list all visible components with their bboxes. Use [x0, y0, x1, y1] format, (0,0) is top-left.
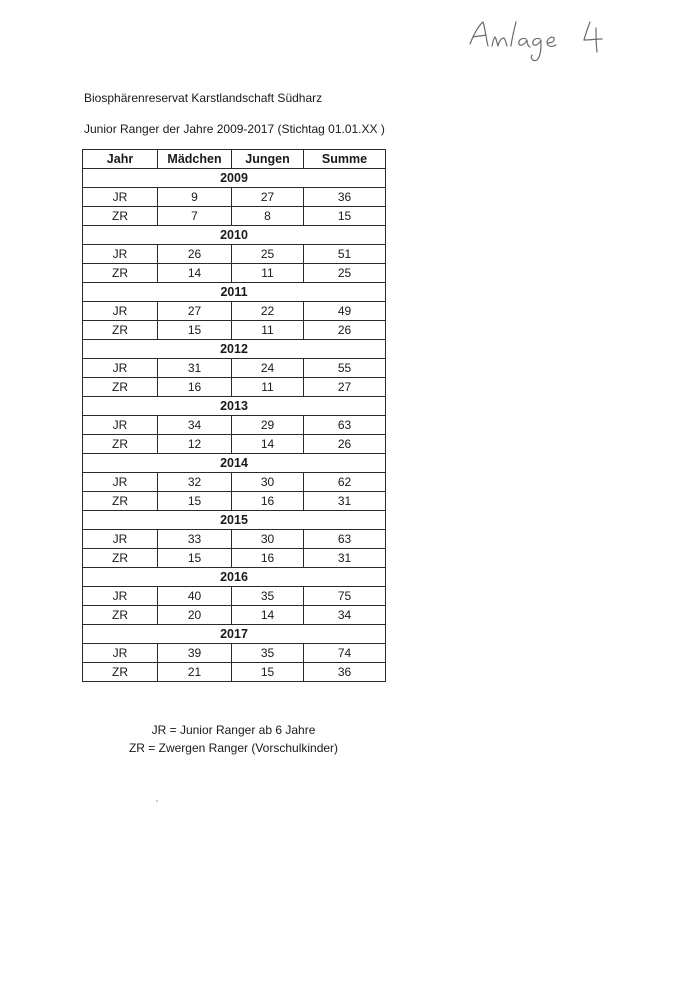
column-header-maedchen: Mädchen	[158, 150, 232, 169]
cell-sum: 36	[304, 663, 386, 682]
table-row	[83, 606, 386, 625]
cell-type: JR	[83, 245, 158, 264]
cell-boys: 16	[232, 549, 304, 568]
table-row	[83, 378, 386, 397]
cell-boys: 11	[232, 321, 304, 340]
cell-boys: 8	[232, 207, 304, 226]
cell-girls: 39	[158, 644, 232, 663]
cell-type: JR	[83, 302, 158, 321]
cell-boys: 15	[232, 663, 304, 682]
table-row	[83, 435, 386, 454]
cell-sum: 15	[304, 207, 386, 226]
table-row	[83, 321, 386, 340]
table-row	[83, 264, 386, 283]
cell-boys: 30	[232, 473, 304, 492]
year-header-row	[83, 169, 386, 188]
cell-boys: 14	[232, 606, 304, 625]
year-header-row	[83, 511, 386, 530]
ranger-statistics-table	[82, 149, 386, 682]
cell-sum: 74	[304, 644, 386, 663]
year-header-row	[83, 625, 386, 644]
cell-sum: 27	[304, 378, 386, 397]
cell-sum: 25	[304, 264, 386, 283]
handwritten-annotation	[466, 10, 636, 70]
table-row	[83, 416, 386, 435]
year-header-row	[83, 340, 386, 359]
cell-type: ZR	[83, 606, 158, 625]
cell-type: JR	[83, 416, 158, 435]
cell-girls: 12	[158, 435, 232, 454]
cell-girls: 26	[158, 245, 232, 264]
legend-zr: ZR = Zwergen Ranger (Vorschulkinder)	[128, 741, 339, 755]
cell-boys: 11	[232, 264, 304, 283]
cell-boys: 11	[232, 378, 304, 397]
cell-girls: 27	[158, 302, 232, 321]
cell-type: ZR	[83, 207, 158, 226]
cell-type: JR	[83, 473, 158, 492]
year-header-row	[83, 568, 386, 587]
cell-sum: 62	[304, 473, 386, 492]
cell-girls: 9	[158, 188, 232, 207]
legend-jr: JR = Junior Ranger ab 6 Jahre	[151, 723, 316, 737]
cell-sum: 63	[304, 530, 386, 549]
table-row	[83, 473, 386, 492]
cell-sum: 34	[304, 606, 386, 625]
cell-boys: 35	[232, 644, 304, 663]
table-row	[83, 644, 386, 663]
table-row	[83, 359, 386, 378]
cell-girls: 21	[158, 663, 232, 682]
cell-girls: 15	[158, 549, 232, 568]
table-row	[83, 207, 386, 226]
year-header-row	[83, 454, 386, 473]
year-label: 2017	[83, 625, 386, 644]
cell-type: JR	[83, 359, 158, 378]
cell-sum: 49	[304, 302, 386, 321]
cell-girls: 40	[158, 587, 232, 606]
column-header-jungen: Jungen	[232, 150, 304, 169]
year-label: 2009	[83, 169, 386, 188]
cell-girls: 31	[158, 359, 232, 378]
table-body	[83, 169, 386, 682]
ranger-statistics-table-container	[82, 149, 385, 682]
scan-speck	[156, 800, 158, 802]
year-label: 2015	[83, 511, 386, 530]
column-header-jahr: Jahr	[83, 150, 158, 169]
cell-boys: 14	[232, 435, 304, 454]
year-header-row	[83, 283, 386, 302]
cell-girls: 32	[158, 473, 232, 492]
cell-type: JR	[83, 530, 158, 549]
cell-boys: 29	[232, 416, 304, 435]
document-title: Junior Ranger der Jahre 2009-2017 (Stichtag 01.01.XX )	[84, 122, 385, 136]
cell-sum: 31	[304, 492, 386, 511]
column-header-summe: Summe	[304, 150, 386, 169]
cell-type: ZR	[83, 378, 158, 397]
cell-sum: 75	[304, 587, 386, 606]
cell-sum: 55	[304, 359, 386, 378]
cell-sum: 63	[304, 416, 386, 435]
cell-type: JR	[83, 644, 158, 663]
cell-girls: 15	[158, 321, 232, 340]
cell-girls: 34	[158, 416, 232, 435]
year-label: 2012	[83, 340, 386, 359]
organization-name: Biosphärenreservat Karstlandschaft Südharz	[84, 91, 323, 105]
year-label: 2013	[83, 397, 386, 416]
table-row	[83, 188, 386, 207]
year-label: 2011	[83, 283, 386, 302]
cell-girls: 15	[158, 492, 232, 511]
cell-boys: 24	[232, 359, 304, 378]
cell-type: ZR	[83, 549, 158, 568]
year-header-row	[83, 397, 386, 416]
year-label: 2010	[83, 226, 386, 245]
cell-boys: 16	[232, 492, 304, 511]
cell-type: ZR	[83, 321, 158, 340]
cell-girls: 14	[158, 264, 232, 283]
table-row	[83, 302, 386, 321]
table-row	[83, 530, 386, 549]
table-row	[83, 663, 386, 682]
cell-type: JR	[83, 587, 158, 606]
cell-type: JR	[83, 188, 158, 207]
cell-sum: 31	[304, 549, 386, 568]
cell-sum: 26	[304, 321, 386, 340]
cell-type: ZR	[83, 435, 158, 454]
cell-girls: 16	[158, 378, 232, 397]
cell-girls: 20	[158, 606, 232, 625]
cell-boys: 35	[232, 587, 304, 606]
cell-type: ZR	[83, 264, 158, 283]
year-label: 2014	[83, 454, 386, 473]
cell-boys: 22	[232, 302, 304, 321]
cell-sum: 36	[304, 188, 386, 207]
table-header-row	[83, 150, 386, 169]
table-row	[83, 245, 386, 264]
cell-girls: 33	[158, 530, 232, 549]
cell-type: ZR	[83, 663, 158, 682]
cell-boys: 25	[232, 245, 304, 264]
table-row	[83, 492, 386, 511]
cell-sum: 51	[304, 245, 386, 264]
cell-boys: 27	[232, 188, 304, 207]
table-row	[83, 587, 386, 606]
cell-girls: 7	[158, 207, 232, 226]
cell-boys: 30	[232, 530, 304, 549]
year-header-row	[83, 226, 386, 245]
table-row	[83, 549, 386, 568]
cell-sum: 26	[304, 435, 386, 454]
year-label: 2016	[83, 568, 386, 587]
cell-type: ZR	[83, 492, 158, 511]
